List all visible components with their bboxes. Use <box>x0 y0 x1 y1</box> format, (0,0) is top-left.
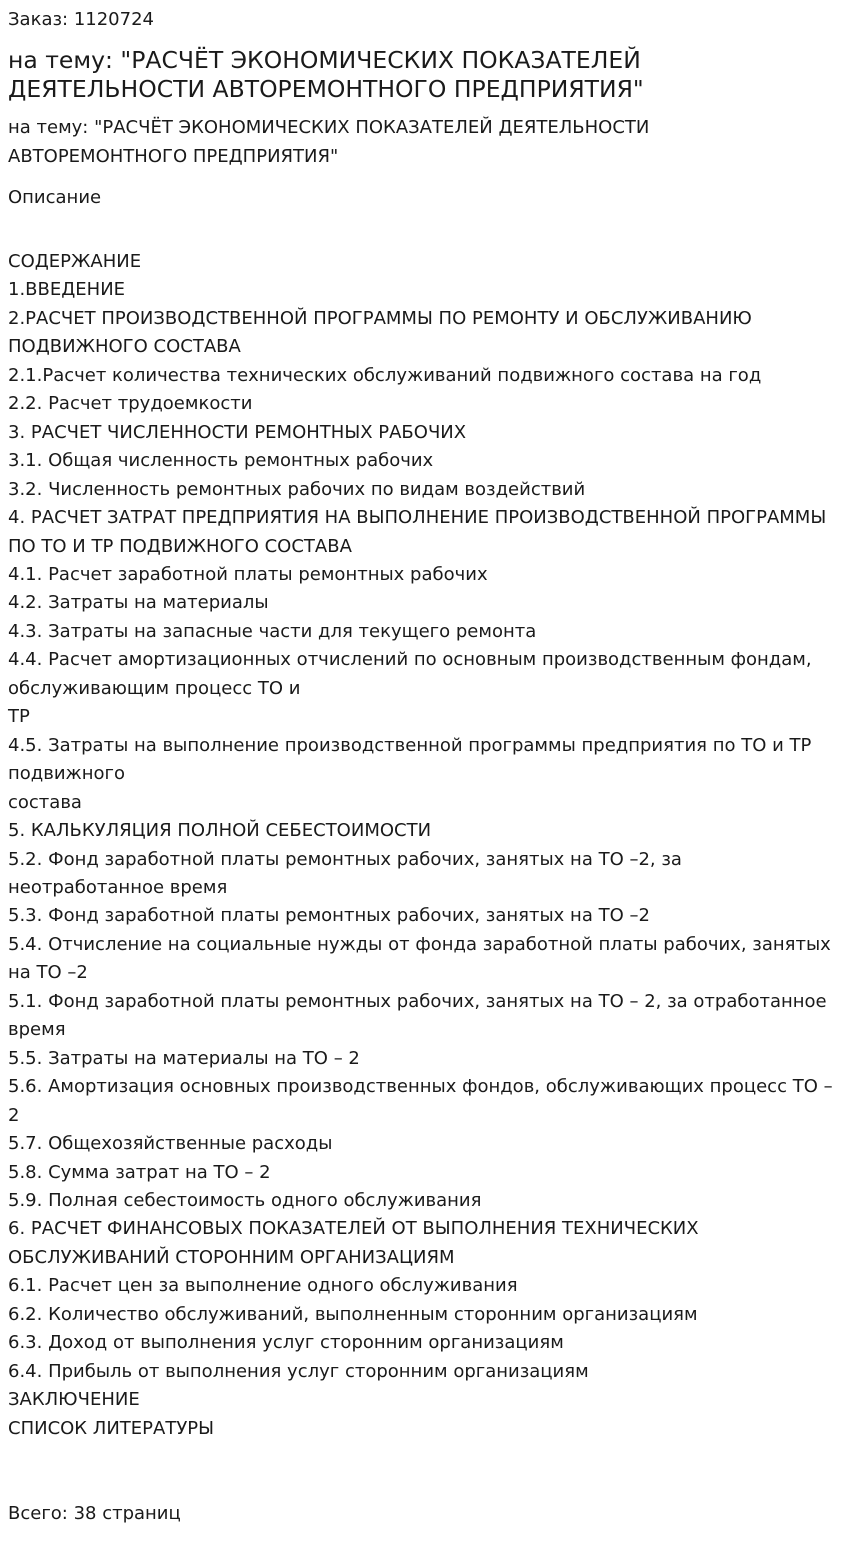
toc-item-text: 4. РАСЧЕТ ЗАТРАТ ПРЕДПРИЯТИЯ НА ВЫПОЛНЕНИЕ ПРОИЗВОДСТВЕННОЙ ПРОГРАММЫ ПО ТО И ТР ПОДВИЖНОГО СОСТАВА <box>8 507 827 557</box>
toc-item-text: 5.4. Отчисление на социальные нужды от фонда заработной платы рабочих, занятых на ТО –2 <box>8 933 831 984</box>
order-number: Заказ: 1120724 <box>8 9 154 30</box>
table-of-contents <box>8 248 838 1443</box>
toc-item <box>8 476 838 504</box>
toc-item-text: 5.9. Полная себестоимость одного обслуживания <box>8 1189 482 1211</box>
toc-item <box>8 419 838 447</box>
toc-item <box>8 618 838 646</box>
toc-item-text: 2.РАСЧЕТ ПРОИЗВОДСТВЕННОЙ ПРОГРАММЫ ПО РЕМОНТУ И ОБСЛУЖИВАНИЮ ПОДВИЖНОГО СОСТАВА <box>8 307 752 358</box>
page-title: на тему: "РАСЧЁТ ЭКОНОМИЧЕСКИХ ПОКАЗАТЕЛЕЙ ДЕЯТЕЛЬНОСТИ АВТОРЕМОНТНОГО ПРЕДПРИЯТИЯ" <box>8 46 644 103</box>
toc-item-text: 5.2. Фонд заработной платы ремонтных рабочих, занятых на ТО –2, за неотработанное время <box>8 848 682 898</box>
toc-item <box>8 1130 838 1158</box>
toc-item-text: 5.8. Сумма затрат на ТО – 2 <box>8 1161 271 1183</box>
toc-item-text: 4.5. Затраты на выполнение производственной программы предприятия по ТО и ТР подвижного <box>8 734 812 785</box>
toc-item <box>8 276 838 304</box>
toc-item-text: 5.1. Фонд заработной платы ремонтных рабочих, занятых на ТО – 2, за отработанное время <box>8 990 827 1041</box>
toc-item-text: 5.6. Амортизация основных производственных фондов, обслуживающих процесс ТО – 2 <box>8 1076 833 1126</box>
toc-item <box>8 988 838 1045</box>
toc-item-text: 6.2. Количество обслуживаний, выполненным сторонним организациям <box>8 1303 698 1325</box>
toc-item <box>8 1073 838 1130</box>
toc-item <box>8 1045 838 1073</box>
toc-item <box>8 561 838 589</box>
toc-item <box>8 1329 838 1357</box>
toc-item-text: 3.2. Численность ремонтных рабочих по видам воздействий <box>8 478 586 500</box>
toc-item <box>8 1415 838 1443</box>
toc-item <box>8 646 838 731</box>
toc-item-text: СПИСОК ЛИТЕРАТУРЫ <box>8 1417 215 1439</box>
toc-item <box>8 1358 838 1386</box>
toc-item <box>8 732 838 817</box>
toc-item <box>8 902 838 930</box>
toc-item-text: 4.4. Расчет амортизационных отчислений по основным производственным фондам, <box>8 649 812 671</box>
toc-item <box>8 362 838 390</box>
toc-item-text: 4.2. Затраты на материалы <box>8 592 269 614</box>
toc-item-text: 4.1. Расчет заработной платы ремонтных рабочих <box>8 563 488 585</box>
toc-item-text: состава <box>8 791 82 813</box>
toc-item <box>8 305 838 362</box>
toc-item-text: 3.1. Общая численность ремонтных рабочих <box>8 450 434 472</box>
toc-item <box>8 390 838 418</box>
toc-item-text: 5.5. Затраты на материалы на ТО – 2 <box>8 1047 360 1069</box>
toc-item-text: 5. КАЛЬКУЛЯЦИЯ ПОЛНОЙ СЕБЕСТОИМОСТИ <box>8 820 432 842</box>
toc-item-text: 6.1. Расчет цен за выполнение одного обслуживания <box>8 1275 518 1297</box>
toc-item <box>8 1215 838 1272</box>
toc-item-text: ТР <box>8 706 30 728</box>
toc-item <box>8 447 838 475</box>
toc-item-text: 2.2. Расчет трудоемкости <box>8 393 253 415</box>
toc-item-text: 5.7. Общехозяйственные расходы <box>8 1133 333 1155</box>
description-label: Описание <box>8 187 102 208</box>
toc-item <box>8 1187 838 1215</box>
toc-item-text: 4.3. Затраты на запасные части для текущего ремонта <box>8 620 537 642</box>
toc-item <box>8 1159 838 1187</box>
toc-item-text: ЗАКЛЮЧЕНИЕ <box>8 1389 140 1411</box>
toc-item-text: 1.ВВЕДЕНИЕ <box>8 279 126 301</box>
toc-item-text: 6. РАСЧЕТ ФИНАНСОВЫХ ПОКАЗАТЕЛЕЙ ОТ ВЫПОЛНЕНИЯ ТЕХНИЧЕСКИХ ОБСЛУЖИВАНИЙ СТОРОННИМ ОРГАНИЗАЦИЯМ <box>8 1218 699 1268</box>
toc-item <box>8 1386 838 1414</box>
toc-item-text: 2.1.Расчет количества технических обслуживаний подвижного состава на год <box>8 364 762 386</box>
toc-item <box>8 1301 838 1329</box>
toc-item-text: 5.3. Фонд заработной платы ремонтных рабочих, занятых на ТО –2 <box>8 905 650 927</box>
toc-item-text: обслуживающим процесс ТО и <box>8 677 301 699</box>
toc-item-text: 6.4. Прибыль от выполнения услуг сторонним организациям <box>8 1360 589 1382</box>
toc-item-text: 3. РАСЧЕТ ЧИСЛЕННОСТИ РЕМОНТНЫХ РАБОЧИХ <box>8 421 467 443</box>
toc-item <box>8 846 838 903</box>
toc-item <box>8 589 838 617</box>
toc-item-text: 6.3. Доход от выполнения услуг сторонним организациям <box>8 1332 564 1354</box>
subtitle: на тему: "РАСЧЁТ ЭКОНОМИЧЕСКИХ ПОКАЗАТЕЛЕЙ ДЕЯТЕЛЬНОСТИ АВТОРЕМОНТНОГО ПРЕДПРИЯТИЯ" <box>8 117 650 167</box>
toc-heading: СОДЕРЖАНИЕ <box>8 251 142 272</box>
toc-item <box>8 504 838 561</box>
toc-item <box>8 931 838 988</box>
page-count: Всего: 38 страниц <box>8 1503 181 1524</box>
toc-item <box>8 817 838 845</box>
toc-item <box>8 1272 838 1300</box>
